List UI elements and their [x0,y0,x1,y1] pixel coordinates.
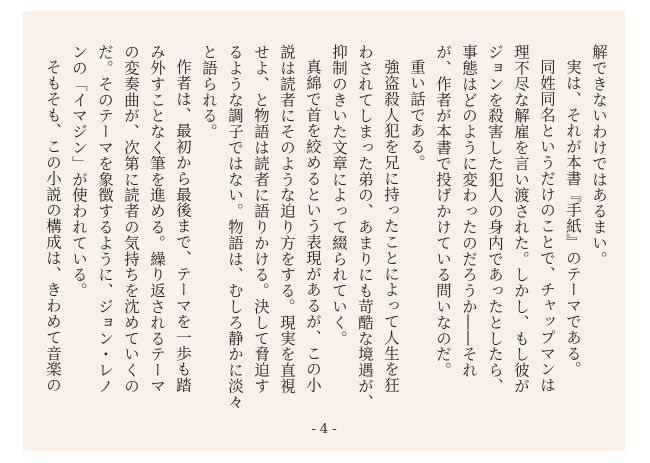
text-column: 説は読者にそのような迫り方をする。現実を直視 [278,44,296,394]
text-column: み外すことなく筆を進める。繰り返されるテーマ [148,44,166,394]
text-column: るような調子ではない。物語は、むしろ静かに淡々 [226,44,244,410]
text-column: 理不尽な解雇を言い渡された。しかし、もし彼が [512,44,530,394]
text-column: そもそも、この小説の構成は、きわめて音楽の [44,59,62,394]
text-column: 事態はどのように変わったのだろうか――それ [460,44,478,378]
document-page [23,11,625,451]
text-column: 真綿で首を絞めるという表現があるが、この小 [304,59,322,394]
text-column: 作者は、最初から最後まで、テーマを一歩も踏 [174,59,192,394]
text-column: だ。そのテーマを象徴するように、ジョン・レノ [96,44,114,394]
text-column: せよ、と物語は読者に語りかける。決して脅迫す [252,44,270,394]
text-column: 同姓同名というだけのことで、チャップマンは [538,59,556,394]
text-column: が、作者が本書で投げかけている問いなのだ。 [434,44,452,378]
page-number: - 4 - [311,422,337,437]
text-column: 強盗殺人犯を兄に持ったことによって人生を狂 [382,59,400,394]
text-column: と語られる。 [200,44,218,140]
text-column: 実は、それが本書『手紙』のテーマである。 [564,59,582,378]
text-column: 解できないわけではあるまい。 [590,44,608,267]
text-column: わされてしまった弟の、あまりにも苛酷な境遇が、 [356,44,374,410]
text-column: ジョンを殺害した犯人の身内であったとしたら、 [486,44,504,394]
body-text [40,44,612,414]
text-column: の変奏曲が、次第に読者の気持ちを沈めていくの [122,44,140,394]
text-column: 抑制のきいた文章によって綴られていく。 [330,44,348,347]
text-column: ンの「イマジン」が使われている。 [70,44,88,299]
text-column: 重い話である。 [408,59,426,171]
